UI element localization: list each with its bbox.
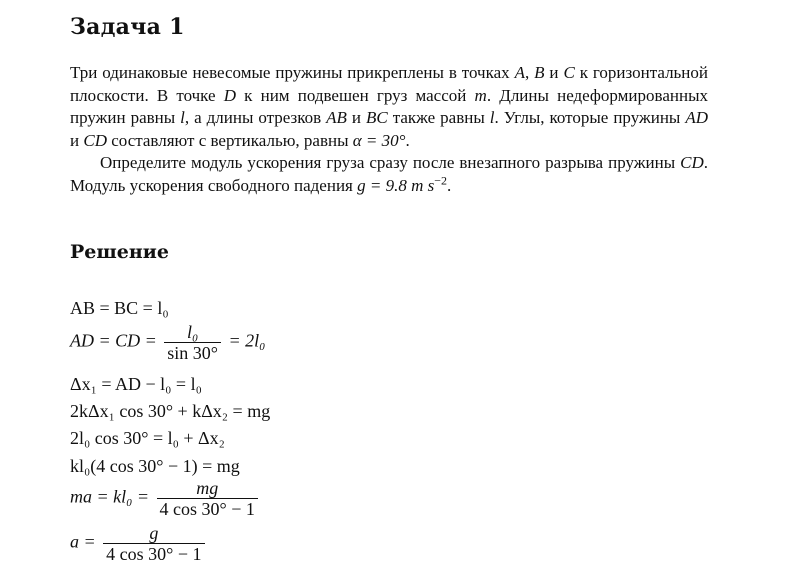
equation-1: AB = BC = l₀ [70,298,169,318]
problem-statement [70,62,708,198]
problem-paragraph-1: Три одинаковые невесомые пружины прикреплены в точках A, B и C к горизонтальной плоскости. В точке D к ним подвешен груз массой m. Длины недеформированных пружин равны l, а длины отрезков AB и BC также равны l. Углы, которые пружины AD и CD составляют с вертикалью, равны α = 30°. [70,63,709,150]
point-b: B [534,63,545,82]
equation-8: a = $\frac{g}{4 \cos 30^\circ - 1}$ [70,523,208,564]
fraction-l0-over-sin: $\frac{\text{l₀}}{\sin 30^\circ}$ [164,322,221,363]
equation-7: ma = kl₀ = $\frac{mg}{4 \cos 30^\circ - 1}$ [70,478,261,519]
fraction-g: $\frac{g}{4 \cos 30^\circ - 1}$ [103,523,204,564]
equation-4: 2kΔx₁ cos 30° + kΔx₂ = mg [70,401,271,421]
problem-paragraph-2: Определите модуль ускорения груза сразу после внезапного разрыва пружины CD. Модуль ускорения свободного падения g = 9.8 m $s^{-2}$. [70,153,708,195]
solution-title: Решение [70,241,169,263]
mass-symbol: m [474,85,487,105]
spring-ad: AD [685,108,708,128]
task-title: Задача 1 [70,14,185,40]
length-symbol-2: l [489,108,495,128]
segment-ab: AB [326,108,347,128]
spring-cd: CD [83,130,107,150]
fraction-mg: $\frac{mg}{4 \cos 30^\circ - 1}$ [157,478,258,519]
point-a: A [514,63,525,82]
equation-6: kl₀(4 cos 30° − 1) = mg [70,456,240,476]
point-d: D [223,85,237,105]
equation-5: 2l₀ cos 30° = l₀ + Δx₂ [70,428,225,448]
equation-2: AD = CD = $\frac{\text{l₀}}{\sin 30^\circ}$ = 2l₀ [70,322,266,363]
spring-cd-2: CD [680,153,704,173]
gravity-exponent: −2 [434,173,448,188]
gravity-value: g = 9.8 m s [357,175,435,195]
segment-bc: BC [365,108,388,128]
angle-value: α = 30° [352,130,406,150]
length-symbol: l [180,108,185,128]
equation-3: Δx₁ = AD − l₀ = l₀ [70,374,202,394]
point-c: C [563,63,575,82]
